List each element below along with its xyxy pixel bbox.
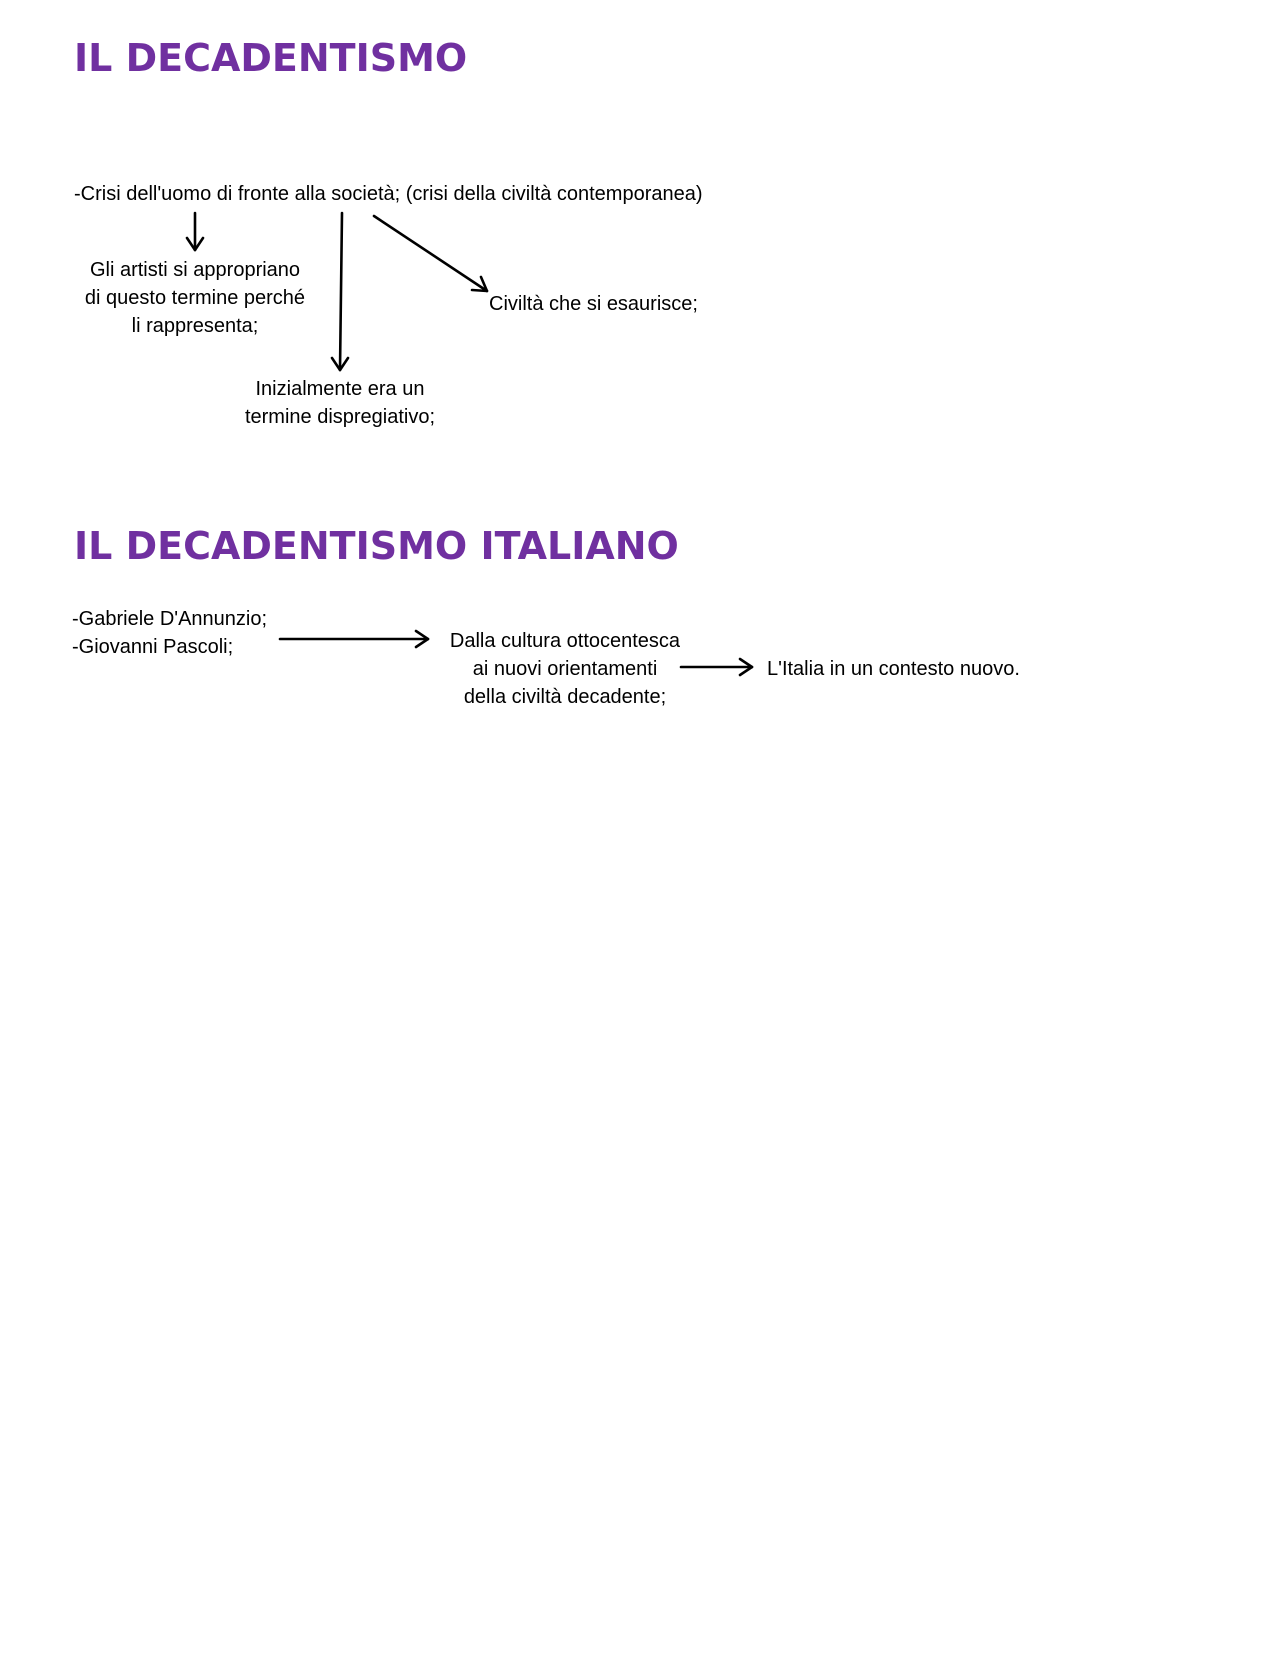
branch-initially [225, 375, 455, 431]
transition-line: ai nuovi orientamenti [472, 658, 658, 680]
transition-line: Dalla cultura ottocentesca [449, 630, 681, 652]
arrow-down-initially [332, 213, 348, 370]
transition-line: della civiltà decadente; [463, 686, 667, 708]
arrow-right-authors [280, 631, 428, 647]
branch-artists-line: Gli artisti si appropriano [89, 259, 301, 281]
main-statement: -Crisi dell'uomo di fronte alla società; (crisi della civiltà contemporanea) [74, 183, 703, 205]
branch-initially-line: termine dispregiativo; [244, 406, 436, 428]
author-item: -Gabriele D'Annunzio; [72, 608, 268, 630]
section-title-decadentismo: IL DECADENTISMO [74, 36, 468, 80]
branch-artists [70, 256, 320, 340]
branch-artists-line: di questo termine perché [84, 287, 306, 309]
arrow-down-artists [187, 213, 203, 250]
branch-initially-line: Inizialmente era un [255, 378, 425, 400]
section-title-decadentismo-italiano: IL DECADENTISMO ITALIANO [74, 524, 679, 568]
arrow-diagonal-civilization [374, 216, 487, 291]
transition-text [430, 627, 700, 711]
result-text: L'Italia in un contesto nuovo. [767, 658, 1020, 680]
authors-list [72, 605, 267, 661]
author-item: -Giovanni Pascoli; [72, 636, 234, 658]
branch-artists-line: li rappresenta; [131, 315, 259, 337]
branch-civilization: Civiltà che si esaurisce; [489, 293, 698, 315]
